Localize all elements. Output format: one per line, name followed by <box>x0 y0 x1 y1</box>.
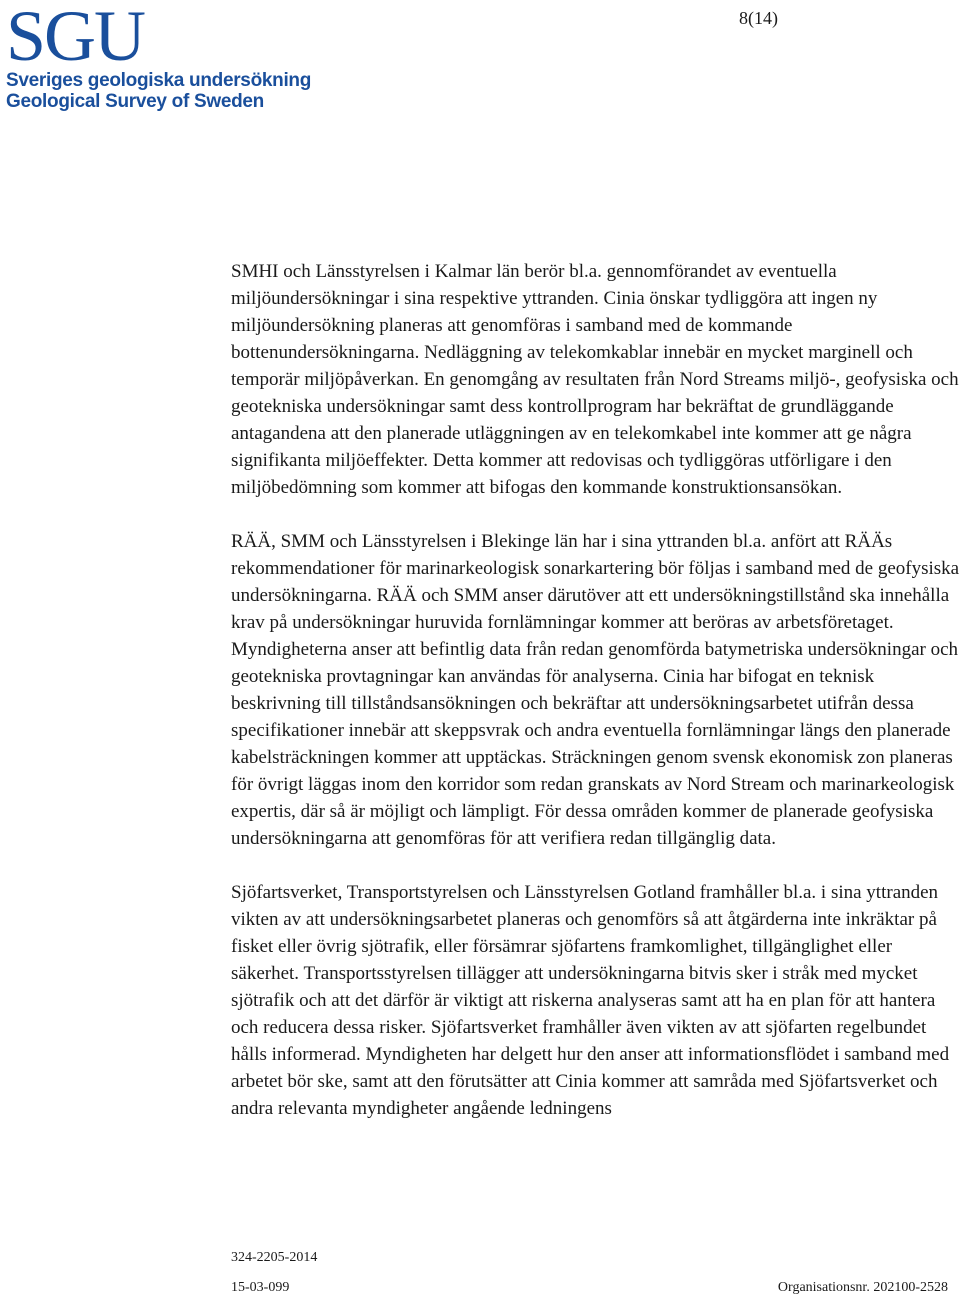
paragraph-sjofartsverket: Sjöfartsverket, Transportstyrelsen och Länsstyrelsen Gotland framhåller bl.a. i sina yttranden vikten av att undersökningsarbetet planeras och genomförs så att åtgärderna inte inkräktar på fisket eller övrig sjötrafik, eller försämrar sjöfartens framkomlighet, tillgänglighet eller säkerhet. Transportsstyrelsen tillägger att undersökningarna bitvis sker i stråk med mycket sjötrafik och att det därför är viktigt att riskerna analyseras samt att ha en plan för att hantera och reducera dessa risker. Sjöfartsverket framhåller även vikten av att sjöfarten regelbundet hålls informerad. Myndigheten har delgett hur den anser att informationsflödet i samband med arbetet bör ske, samt att den förutsätter att Cinia kommer att samråda med Sjöfartsverket och andra relevanta myndigheter angående ledningens <box>231 882 950 1119</box>
document-body <box>231 258 960 1149</box>
sgu-logo <box>6 0 312 112</box>
paragraph-raa: RÄÄ, SMM och Länsstyrelsen i Blekinge län har i sina yttranden bl.a. anfört att RÄÄs rekommendationer för marinarkeologisk sonarkartering bör följas i samband med de geofysiska undersökningarna. RÄÄ och SMM anser därutöver att ett undersökningstillstånd ska innehålla krav på undersökningar huruvida fornlämningar kommer att beröras av arbetsföretaget. Myndigheterna anser att befintlig data från redan genomförda batymetriska undersökningar och geotekniska provtagningar kan användas för analyserna. Cinia har bifogat en teknisk beskrivning till tillståndsansökningen och bekräftar att undersökningsarbetet utifrån dessa specifikationer innebär att skeppsvrak och andra eventuella fornlämningar längs den planerade kabelsträckningen kommer att upptäckas. Sträckningen genom svensk ekonomisk zon planeras för övrigt läggas inom den korridor som redan granskats av Nord Stream och marinarkeologisk expertis, där så är möjligt och lämpligt. För dessa områden kommer de planerade geofysiska undersökningarna att genomföras för att verifiera redan tillgänglig data. <box>231 531 960 849</box>
sgu-logo-name-en: Geological Survey of Sweden <box>6 91 264 112</box>
page-number: 8(14) <box>739 8 778 28</box>
sgu-logo-name-sv: Sveriges geologiska undersökning <box>6 70 312 91</box>
footer-reference: 324-2205-2014 <box>231 1250 318 1265</box>
paragraph-smhi: SMHI och Länsstyrelsen i Kalmar län berör bl.a. gennomförandet av eventuella miljöundersökningar i sina respektive yttranden. Cinia önskar tydliggöra att ingen ny miljöundersökning planeras att genomföras i samband med de kommande bottenundersökningarna. Nedläggning av telekomkablar innebär en mycket marginell och temporär miljöpåverkan. En genomgång av resultaten från Nord Streams miljö-, geofysiska och geotekniska undersökningar samt dess kontrollprogram har bekräftat de grundläggande antagandena att den planerade utläggningen av en telekomkabel inte kommer att ge några signifikanta miljöeffekter. Detta kommer att redovisas och tydliggöras utförligare i den miljöbedömning som kommer att bifogas den kommande konstruktionsansökan. <box>231 261 959 498</box>
footer-date: 15-03-099 <box>231 1280 290 1295</box>
footer-org-number: Organisationsnr. 202100-2528 <box>777 1280 948 1295</box>
sgu-logo-abbr: SGU <box>6 0 145 76</box>
